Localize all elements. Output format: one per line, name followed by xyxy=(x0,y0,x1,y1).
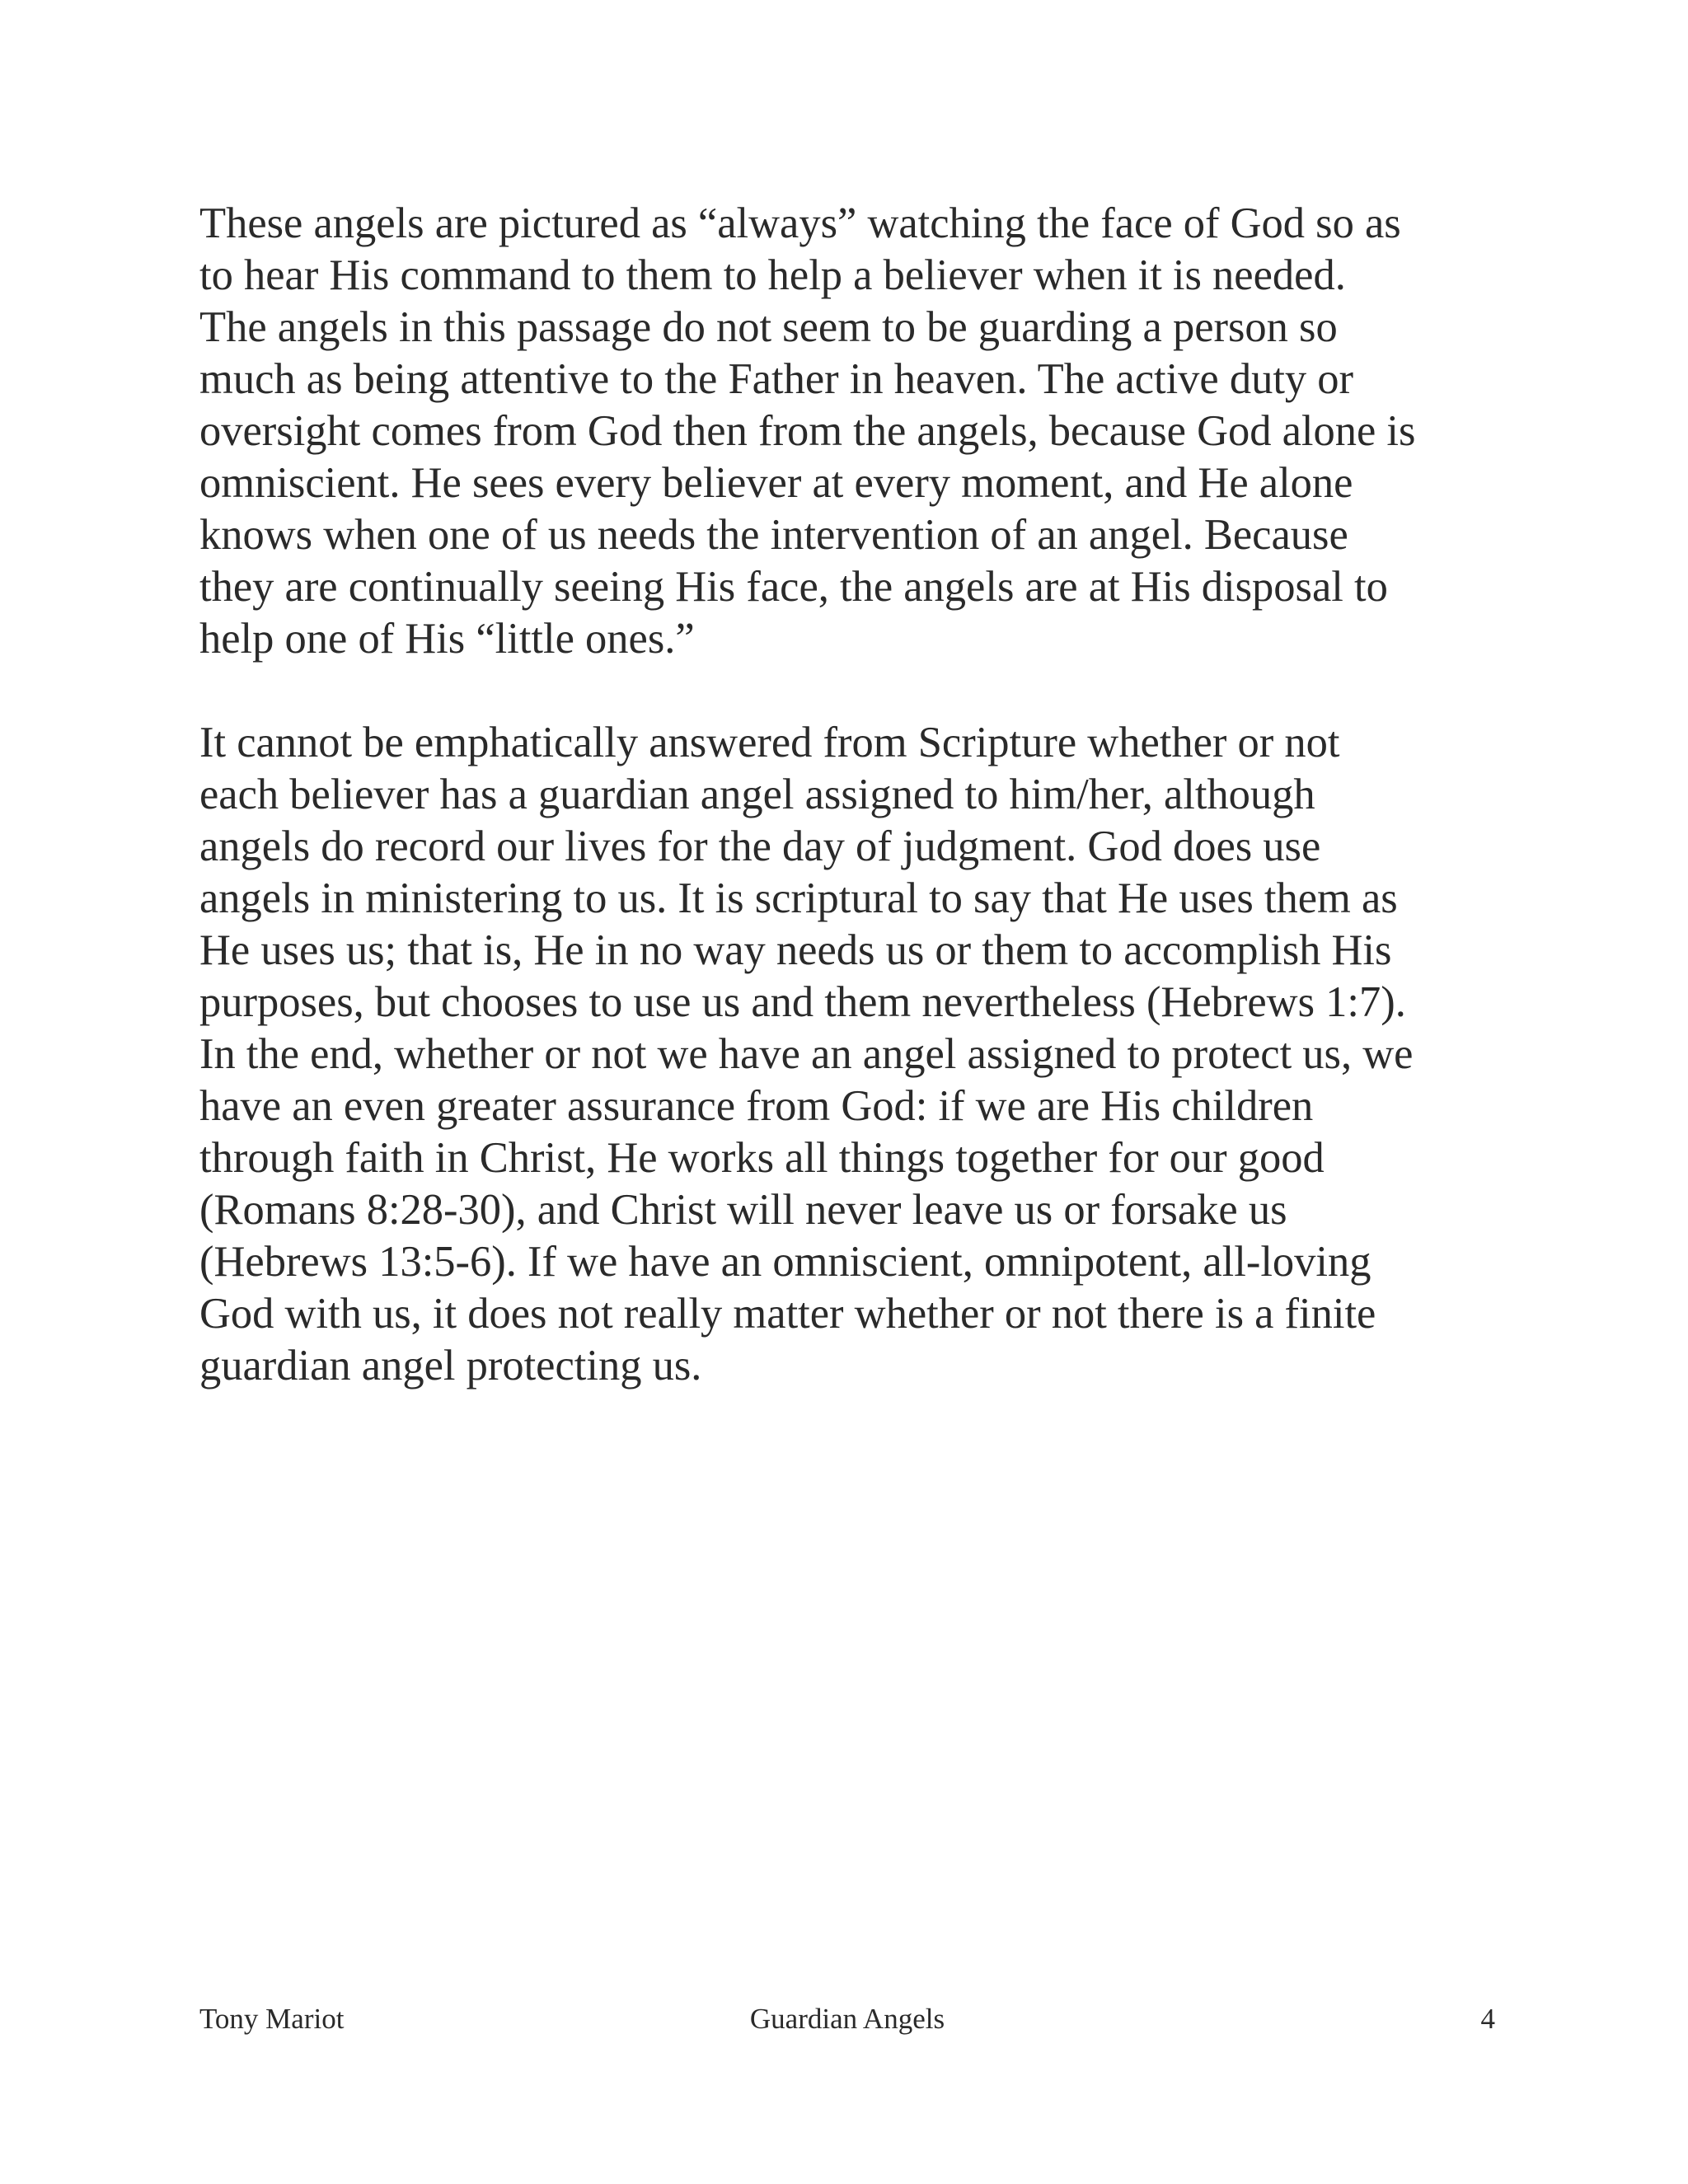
text-line: through faith in Christ, He works all things together for our good xyxy=(199,1134,1325,1182)
text-line: each believer has a guardian angel assigned to him/her, although xyxy=(199,771,1315,818)
page-footer xyxy=(199,2001,1495,2037)
paragraph-2 xyxy=(199,717,1502,1392)
text-line: angels do record our lives for the day of judgment. God does use xyxy=(199,823,1321,870)
text-line: omniscient. He sees every believer at every moment, and He alone xyxy=(199,459,1353,507)
text-line: they are continually seeing His face, the angels are at His disposal to xyxy=(199,563,1388,611)
text-line: The angels in this passage do not seem to be guarding a person so xyxy=(199,303,1338,351)
text-line: (Hebrews 13:5-6). If we have an omniscient, omnipotent, all-loving xyxy=(199,1238,1372,1286)
footer-title: Guardian Angels xyxy=(749,2003,945,2035)
footer-page-number: 4 xyxy=(1480,2003,1495,2035)
text-line: to hear His command to them to help a believer when it is needed. xyxy=(199,251,1346,299)
text-line: God with us, it does not really matter whether or not there is a finite xyxy=(199,1290,1376,1338)
body-text xyxy=(199,198,1502,1392)
text-line: purposes, but chooses to use us and them nevertheless (Hebrews 1:7). xyxy=(199,978,1406,1026)
text-line: much as being attentive to the Father in heaven. The active duty or xyxy=(199,355,1354,403)
paragraph-1 xyxy=(199,198,1502,665)
text-line: oversight comes from God then from the angels, because God alone is xyxy=(199,407,1416,455)
text-line: He uses us; that is, He in no way needs us or them to accomplish His xyxy=(199,926,1392,974)
text-line: These angels are pictured as “always” watching the face of God so as xyxy=(199,199,1401,247)
text-line: It cannot be emphatically answered from Scripture whether or not xyxy=(199,719,1340,766)
footer-author: Tony Mariot xyxy=(199,2003,345,2035)
text-line: (Romans 8:28-30), and Christ will never leave us or forsake us xyxy=(199,1186,1287,1234)
text-line: In the end, whether or not we have an angel assigned to protect us, we xyxy=(199,1030,1414,1078)
text-line: have an even greater assurance from God: if we are His children xyxy=(199,1082,1314,1130)
text-line: knows when one of us needs the intervention of an angel. Because xyxy=(199,511,1348,559)
text-line: guardian angel protecting us. xyxy=(199,1342,702,1390)
text-line: angels in ministering to us. It is scriptural to say that He uses them as xyxy=(199,874,1398,922)
text-line: help one of His “little ones.” xyxy=(199,615,695,663)
